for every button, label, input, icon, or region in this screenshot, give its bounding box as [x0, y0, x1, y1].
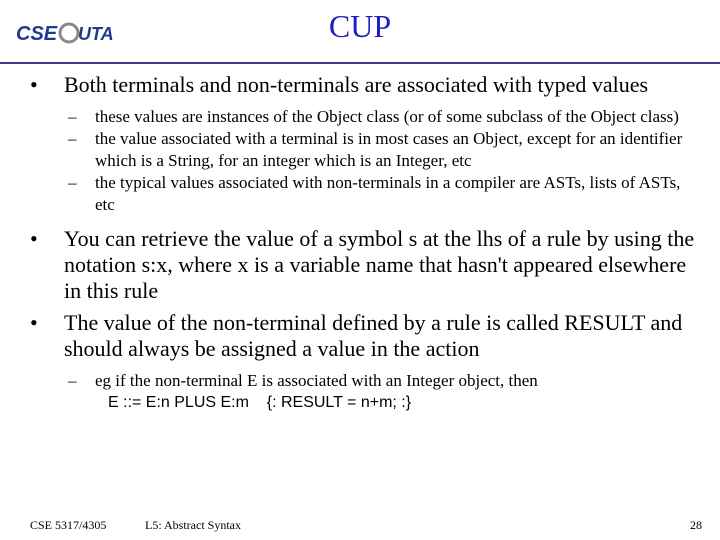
bullet-2-text: You can retrieve the value of a symbol s at the lhs of a rule by using the notation s:x, where x is a variable name that hasn't appeared elsewhere in this rule	[64, 226, 695, 303]
bullet-1-text: Both terminals and non-terminals are associated with typed values	[64, 72, 649, 97]
bullet-1	[30, 72, 700, 98]
sub-bullet-3	[30, 172, 700, 216]
sub-bullet-2	[30, 128, 700, 172]
bullet-dot-icon: •	[30, 310, 38, 335]
bullet-3	[30, 310, 700, 362]
sub-bullet-1	[30, 106, 700, 128]
sub-bullet-4-text: eg if the non-terminal E is associated with an Integer object, then	[95, 371, 538, 390]
footer-course: CSE 5317/4305	[30, 518, 107, 532]
dash-icon: –	[68, 173, 77, 192]
footer-lecture: L5: Abstract Syntax	[145, 518, 241, 532]
dash-icon: –	[68, 107, 77, 126]
slide-body	[30, 72, 700, 414]
logo-uta: UTA	[78, 24, 114, 44]
title-divider	[0, 62, 720, 64]
sub-bullet-1-text: these values are instances of the Object class (or of some subclass of the Object class)	[95, 107, 679, 126]
code-example: E ::= E:n PLUS E:m {: RESULT = n+m; :}	[108, 394, 412, 411]
bullet-dot-icon: •	[30, 226, 38, 251]
bullet-3-text: The value of the non-terminal defined by a rule is called RESULT and should always be assigned a value in the action	[64, 310, 683, 361]
dash-icon: –	[68, 129, 77, 148]
logo-cse: CSE	[16, 23, 58, 45]
sub-bullet-2-text: the value associated with a terminal is in most cases an Object, except for an identifier which is a String, for an integer which is an Integer, etc	[95, 129, 683, 170]
bullet-2	[30, 226, 700, 304]
sub-bullet-4	[30, 370, 700, 392]
bullet-dot-icon: •	[30, 72, 38, 97]
sub-bullet-3-text: the typical values associated with non-terminals in a compiler are ASTs, lists of ASTs, etc	[95, 173, 681, 214]
dash-icon: –	[68, 371, 77, 390]
slide-title: CUP	[328, 8, 392, 44]
page-number: 28	[690, 518, 702, 532]
